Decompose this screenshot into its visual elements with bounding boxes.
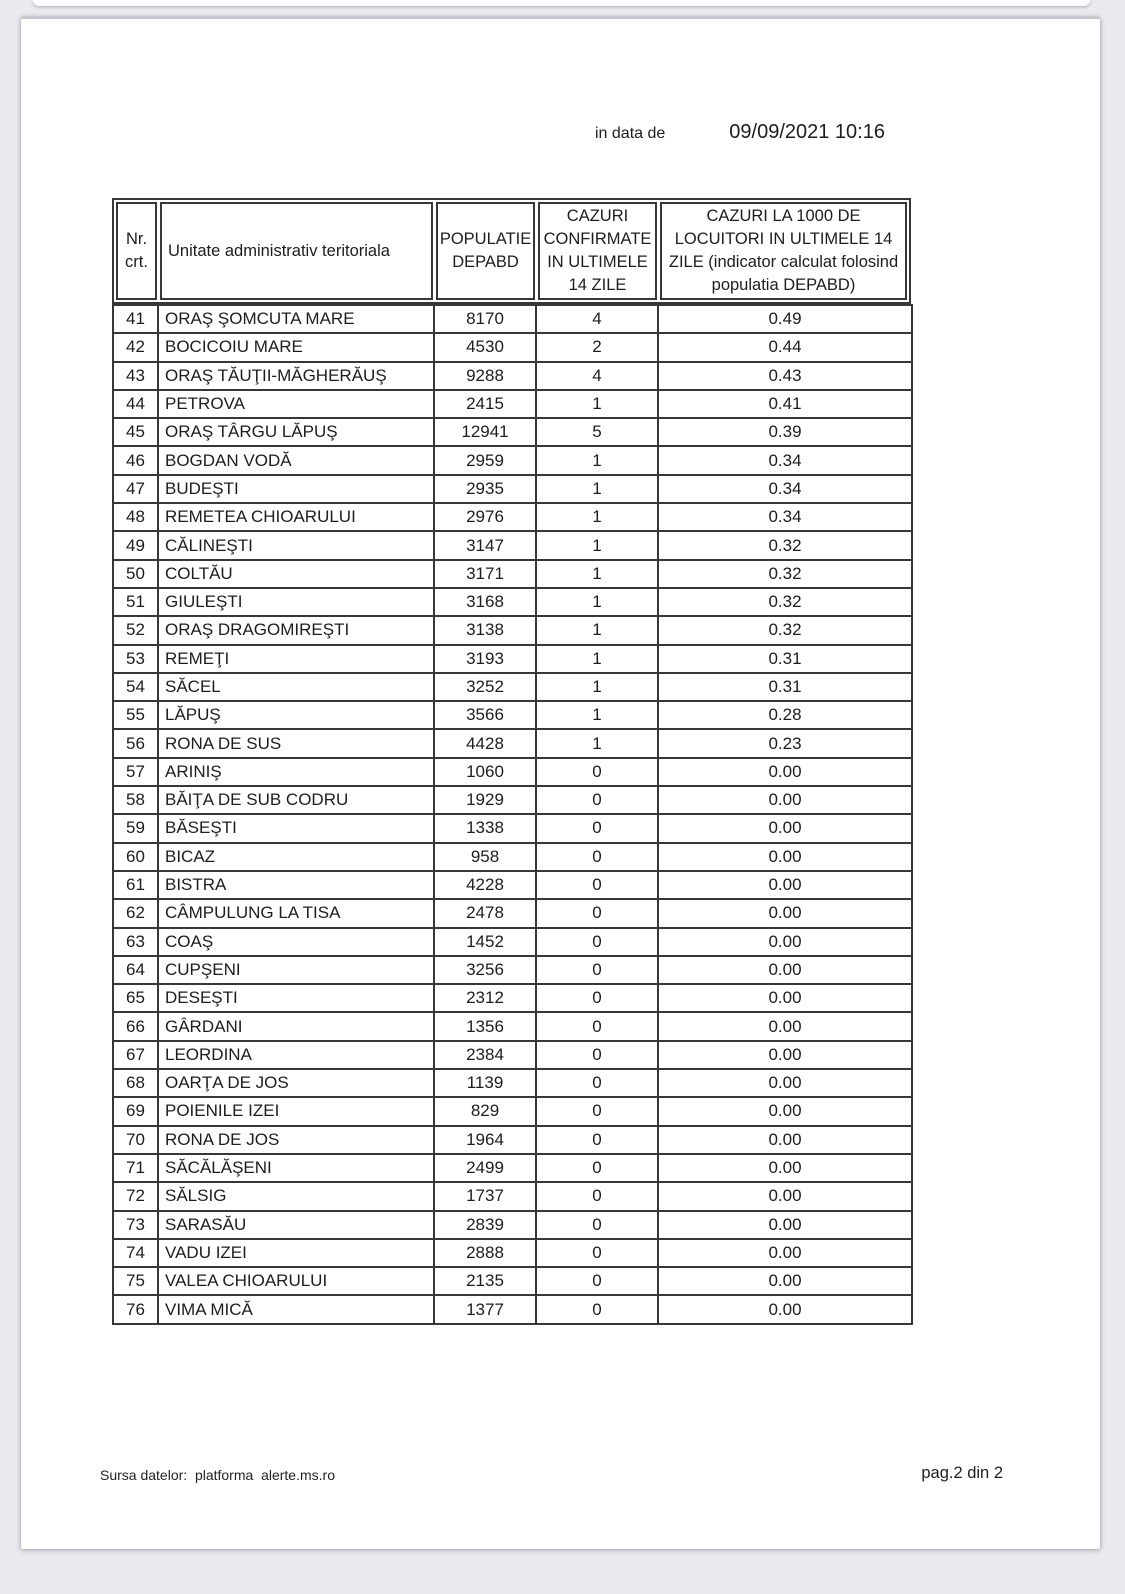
row-cases: 0	[536, 899, 658, 927]
row-name: ORAŞ TÂRGU LĂPUŞ	[158, 418, 434, 446]
table-row	[113, 362, 912, 390]
row-nr: 42	[113, 333, 158, 361]
row-population: 1964	[434, 1126, 536, 1154]
row-nr: 56	[113, 729, 158, 757]
row-population: 829	[434, 1097, 536, 1125]
row-name: RONA DE JOS	[158, 1126, 434, 1154]
row-rate: 0.34	[658, 503, 912, 531]
row-rate: 0.00	[658, 843, 912, 871]
row-cases: 0	[536, 871, 658, 899]
row-rate: 0.28	[658, 701, 912, 729]
row-cases: 0	[536, 814, 658, 842]
row-nr: 50	[113, 560, 158, 588]
row-nr: 53	[113, 645, 158, 673]
row-name: ORAŞ ŞOMCUTA MARE	[158, 305, 434, 333]
table-row	[113, 305, 912, 333]
row-nr: 64	[113, 956, 158, 984]
table-row	[113, 786, 912, 814]
header-unitate: Unitate administrativ teritoriala	[160, 202, 433, 300]
row-rate: 0.00	[658, 1182, 912, 1210]
row-name: PETROVA	[158, 390, 434, 418]
row-cases: 1	[536, 560, 658, 588]
row-name: DESEŞTI	[158, 984, 434, 1012]
row-rate: 0.00	[658, 1267, 912, 1295]
row-cases: 2	[536, 333, 658, 361]
row-name: BUDEŞTI	[158, 475, 434, 503]
row-cases: 1	[536, 503, 658, 531]
row-rate: 0.00	[658, 1211, 912, 1239]
row-cases: 1	[536, 531, 658, 559]
row-rate: 0.31	[658, 645, 912, 673]
row-population: 2839	[434, 1211, 536, 1239]
row-population: 9288	[434, 362, 536, 390]
row-nr: 76	[113, 1295, 158, 1323]
row-nr: 71	[113, 1154, 158, 1182]
row-population: 3256	[434, 956, 536, 984]
table-body	[113, 305, 912, 1324]
row-population: 1356	[434, 1012, 536, 1040]
row-name: REMEŢI	[158, 645, 434, 673]
table-row	[113, 1097, 912, 1125]
table-row	[113, 531, 912, 559]
row-population: 1452	[434, 928, 536, 956]
table-row	[113, 814, 912, 842]
row-population: 1377	[434, 1295, 536, 1323]
row-name: SARASĂU	[158, 1211, 434, 1239]
row-name: OARŢA DE JOS	[158, 1069, 434, 1097]
document-page	[21, 17, 1100, 1549]
row-name: BĂSEŞTI	[158, 814, 434, 842]
table-row	[113, 1041, 912, 1069]
printed-date-label: in data de	[595, 125, 666, 142]
row-nr: 60	[113, 843, 158, 871]
row-rate: 0.32	[658, 588, 912, 616]
row-rate: 0.00	[658, 928, 912, 956]
row-rate: 0.31	[658, 673, 912, 701]
row-nr: 49	[113, 531, 158, 559]
row-cases: 0	[536, 758, 658, 786]
row-name: SĂCEL	[158, 673, 434, 701]
row-population: 1737	[434, 1182, 536, 1210]
row-rate: 0.00	[658, 1239, 912, 1267]
table-row	[113, 390, 912, 418]
row-population: 2135	[434, 1267, 536, 1295]
row-cases: 0	[536, 1012, 658, 1040]
row-cases: 4	[536, 305, 658, 333]
row-population: 1139	[434, 1069, 536, 1097]
row-rate: 0.00	[658, 871, 912, 899]
row-cases: 0	[536, 1295, 658, 1323]
row-nr: 58	[113, 786, 158, 814]
table-row	[113, 899, 912, 927]
printed-date-value: 09/09/2021 10:16	[729, 121, 885, 143]
row-population: 2976	[434, 503, 536, 531]
row-nr: 62	[113, 899, 158, 927]
row-population: 3252	[434, 673, 536, 701]
row-rate: 0.00	[658, 1041, 912, 1069]
row-rate: 0.00	[658, 1097, 912, 1125]
row-name: BOCICOIU MARE	[158, 333, 434, 361]
table-row	[113, 871, 912, 899]
row-population: 2384	[434, 1041, 536, 1069]
row-population: 2888	[434, 1239, 536, 1267]
row-population: 3147	[434, 531, 536, 559]
row-cases: 1	[536, 673, 658, 701]
table-row	[113, 1182, 912, 1210]
row-nr: 63	[113, 928, 158, 956]
table-row	[113, 701, 912, 729]
row-name: COAŞ	[158, 928, 434, 956]
table-row	[113, 758, 912, 786]
table-row	[113, 1069, 912, 1097]
row-name: BĂIŢA DE SUB CODRU	[158, 786, 434, 814]
row-population: 1338	[434, 814, 536, 842]
row-nr: 54	[113, 673, 158, 701]
row-population: 1929	[434, 786, 536, 814]
row-population: 1060	[434, 758, 536, 786]
row-nr: 48	[113, 503, 158, 531]
table-row	[113, 1267, 912, 1295]
row-name: BISTRA	[158, 871, 434, 899]
row-cases: 5	[536, 418, 658, 446]
row-cases: 0	[536, 1182, 658, 1210]
row-rate: 0.00	[658, 758, 912, 786]
row-cases: 0	[536, 1126, 658, 1154]
row-rate: 0.32	[658, 616, 912, 644]
row-name: LEORDINA	[158, 1041, 434, 1069]
row-population: 3168	[434, 588, 536, 616]
table-row	[113, 588, 912, 616]
row-population: 4428	[434, 729, 536, 757]
row-rate: 0.00	[658, 786, 912, 814]
row-name: VADU IZEI	[158, 1239, 434, 1267]
row-name: VALEA CHIOARULUI	[158, 1267, 434, 1295]
row-cases: 0	[536, 1041, 658, 1069]
row-nr: 73	[113, 1211, 158, 1239]
row-cases: 0	[536, 1211, 658, 1239]
row-nr: 72	[113, 1182, 158, 1210]
row-rate: 0.00	[658, 1154, 912, 1182]
row-name: RONA DE SUS	[158, 729, 434, 757]
table-row	[113, 928, 912, 956]
header-cazuri: CAZURI CONFIRMATE IN ULTIMELE 14 ZILE	[538, 202, 657, 300]
row-cases: 1	[536, 616, 658, 644]
row-cases: 0	[536, 786, 658, 814]
row-population: 3193	[434, 645, 536, 673]
row-population: 2959	[434, 446, 536, 474]
row-population: 958	[434, 843, 536, 871]
row-nr: 51	[113, 588, 158, 616]
row-name: ORAŞ TĂUŢII-MĂGHERĂUŞ	[158, 362, 434, 390]
row-name: CUPŞENI	[158, 956, 434, 984]
row-name: CÂMPULUNG LA TISA	[158, 899, 434, 927]
row-nr: 69	[113, 1097, 158, 1125]
header-populatie: POPULATIE DEPABD	[436, 202, 535, 300]
row-cases: 0	[536, 1267, 658, 1295]
header-rata: CAZURI LA 1000 DE LOCUITORI IN ULTIMELE 14 ZILE (indicator calculat folosind populatia DEPABD)	[660, 202, 907, 300]
row-nr: 46	[113, 446, 158, 474]
row-population: 2499	[434, 1154, 536, 1182]
row-name: POIENILE IZEI	[158, 1097, 434, 1125]
table-row	[113, 1295, 912, 1323]
row-rate: 0.41	[658, 390, 912, 418]
row-cases: 0	[536, 956, 658, 984]
row-nr: 67	[113, 1041, 158, 1069]
row-rate: 0.32	[658, 531, 912, 559]
row-population: 4530	[434, 333, 536, 361]
row-rate: 0.43	[658, 362, 912, 390]
table-row	[113, 560, 912, 588]
row-cases: 1	[536, 475, 658, 503]
table-row	[113, 1211, 912, 1239]
table-header-row	[112, 198, 911, 304]
table-row	[113, 729, 912, 757]
incidence-table	[112, 198, 911, 1325]
row-rate: 0.00	[658, 899, 912, 927]
row-nr: 65	[113, 984, 158, 1012]
row-cases: 0	[536, 928, 658, 956]
row-population: 3171	[434, 560, 536, 588]
row-cases: 0	[536, 1069, 658, 1097]
previous-page-edge	[33, 0, 1090, 6]
row-nr: 61	[113, 871, 158, 899]
row-nr: 57	[113, 758, 158, 786]
row-rate: 0.00	[658, 1126, 912, 1154]
table-row	[113, 475, 912, 503]
table-row	[113, 333, 912, 361]
row-population: 2312	[434, 984, 536, 1012]
row-rate: 0.00	[658, 814, 912, 842]
table-row	[113, 503, 912, 531]
row-rate: 0.34	[658, 475, 912, 503]
row-cases: 0	[536, 843, 658, 871]
table-row	[113, 446, 912, 474]
row-name: SĂCĂLĂŞENI	[158, 1154, 434, 1182]
row-nr: 66	[113, 1012, 158, 1040]
row-name: LĂPUŞ	[158, 701, 434, 729]
row-rate: 0.44	[658, 333, 912, 361]
page-number: pag.2 din 2	[921, 1464, 1003, 1482]
header-nr-crt: Nr. crt.	[116, 202, 157, 300]
table-row	[113, 1012, 912, 1040]
row-rate: 0.49	[658, 305, 912, 333]
row-nr: 44	[113, 390, 158, 418]
row-name: GIULEŞTI	[158, 588, 434, 616]
row-cases: 1	[536, 729, 658, 757]
row-population: 4228	[434, 871, 536, 899]
row-name: SĂLSIG	[158, 1182, 434, 1210]
table-data	[112, 304, 913, 1325]
row-name: ORAŞ DRAGOMIREŞTI	[158, 616, 434, 644]
row-population: 2478	[434, 899, 536, 927]
row-population: 2935	[434, 475, 536, 503]
row-cases: 4	[536, 362, 658, 390]
row-cases: 0	[536, 1097, 658, 1125]
row-rate: 0.34	[658, 446, 912, 474]
row-nr: 68	[113, 1069, 158, 1097]
row-name: GÂRDANI	[158, 1012, 434, 1040]
table-row	[113, 956, 912, 984]
row-rate: 0.00	[658, 1295, 912, 1323]
row-name: COLTĂU	[158, 560, 434, 588]
row-rate: 0.00	[658, 956, 912, 984]
row-name: VIMA MICĂ	[158, 1295, 434, 1323]
row-population: 8170	[434, 305, 536, 333]
row-rate: 0.32	[658, 560, 912, 588]
table-row	[113, 645, 912, 673]
row-nr: 52	[113, 616, 158, 644]
row-name: BOGDAN VODĂ	[158, 446, 434, 474]
row-population: 3138	[434, 616, 536, 644]
table-row	[113, 418, 912, 446]
page-footer	[21, 1464, 1100, 1486]
row-rate: 0.23	[658, 729, 912, 757]
table-row	[113, 673, 912, 701]
row-nr: 55	[113, 701, 158, 729]
row-name: REMETEA CHIOARULUI	[158, 503, 434, 531]
row-cases: 1	[536, 701, 658, 729]
row-nr: 74	[113, 1239, 158, 1267]
row-cases: 1	[536, 645, 658, 673]
row-nr: 47	[113, 475, 158, 503]
row-nr: 43	[113, 362, 158, 390]
row-rate: 0.00	[658, 984, 912, 1012]
row-rate: 0.00	[658, 1069, 912, 1097]
row-cases: 0	[536, 1154, 658, 1182]
row-cases: 1	[536, 588, 658, 616]
row-rate: 0.39	[658, 418, 912, 446]
table-row	[113, 616, 912, 644]
row-nr: 75	[113, 1267, 158, 1295]
row-nr: 59	[113, 814, 158, 842]
table-row	[113, 984, 912, 1012]
row-cases: 0	[536, 984, 658, 1012]
table-row	[113, 843, 912, 871]
row-rate: 0.00	[658, 1012, 912, 1040]
row-nr: 45	[113, 418, 158, 446]
row-name: BICAZ	[158, 843, 434, 871]
table-row	[113, 1126, 912, 1154]
row-cases: 1	[536, 390, 658, 418]
table-row	[113, 1154, 912, 1182]
row-population: 3566	[434, 701, 536, 729]
row-name: ARINIŞ	[158, 758, 434, 786]
row-population: 12941	[434, 418, 536, 446]
row-cases: 1	[536, 446, 658, 474]
data-source-note: Sursa datelor: platforma alerte.ms.ro	[100, 1467, 335, 1483]
row-cases: 0	[536, 1239, 658, 1267]
row-name: CĂLINEŞTI	[158, 531, 434, 559]
row-nr: 41	[113, 305, 158, 333]
row-nr: 70	[113, 1126, 158, 1154]
table-row	[113, 1239, 912, 1267]
print-dateline	[595, 121, 885, 144]
row-population: 2415	[434, 390, 536, 418]
